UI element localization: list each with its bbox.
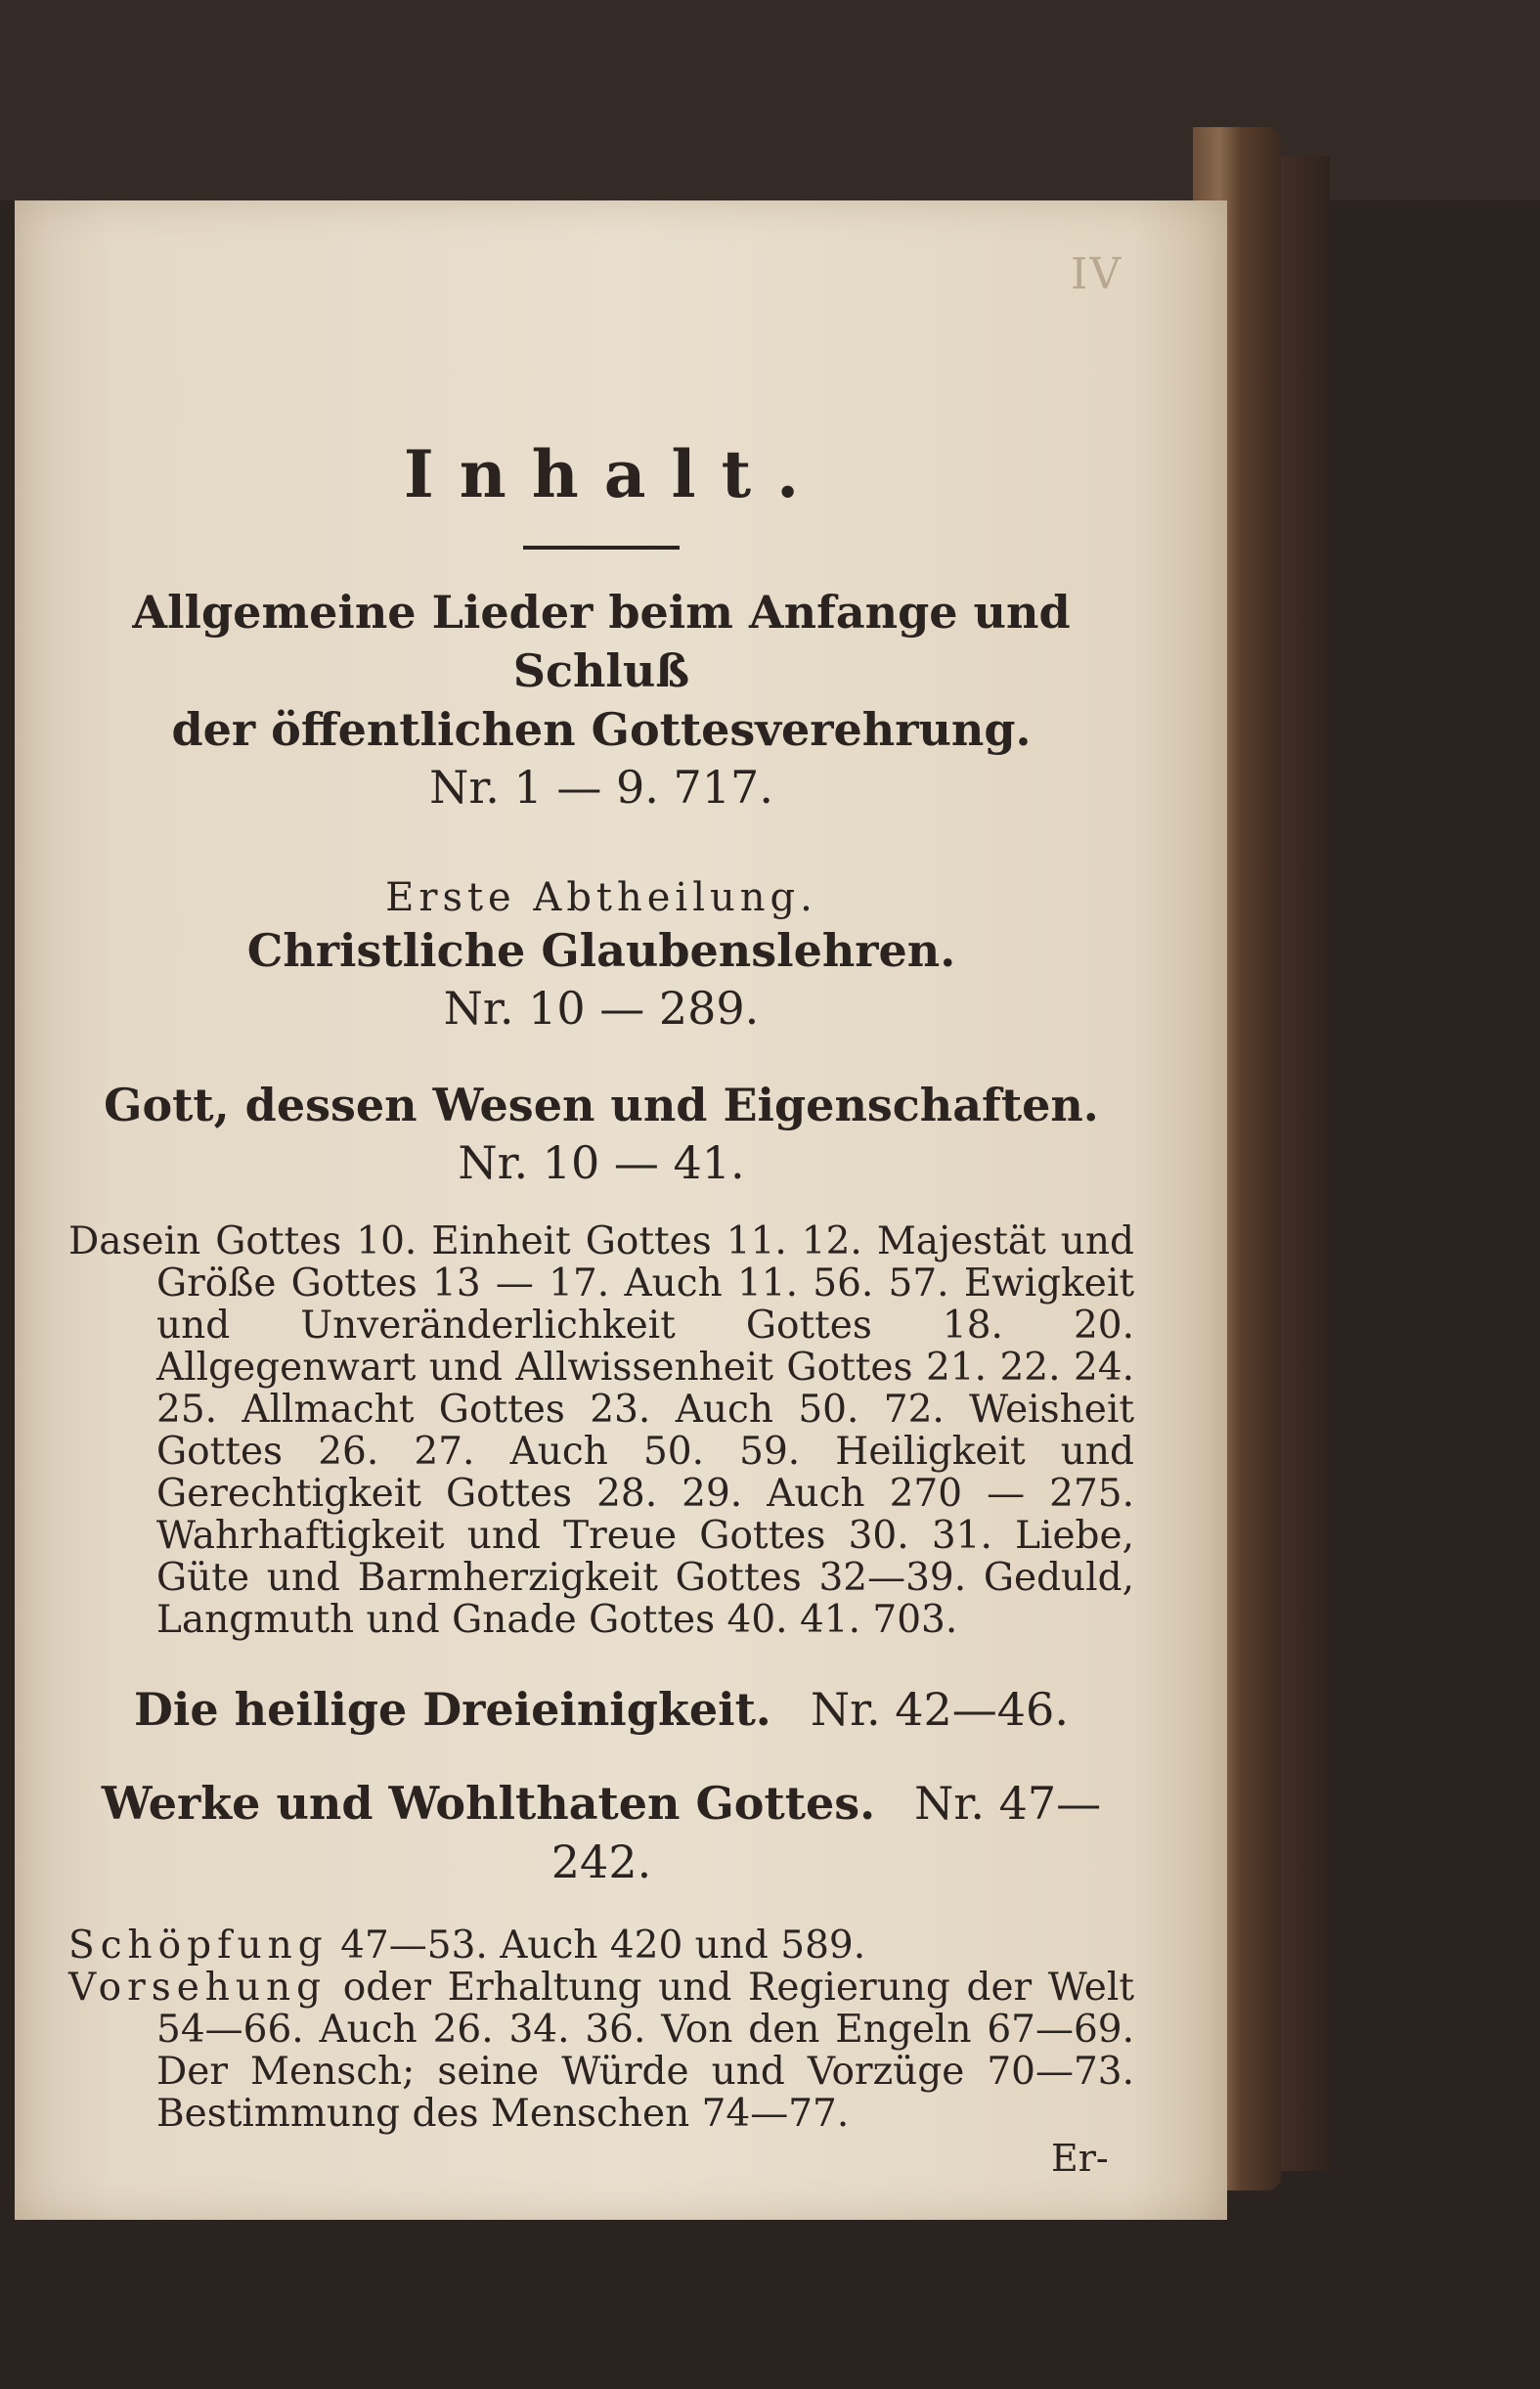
providence-entry bbox=[68, 1967, 1134, 2135]
general-heading-line2: der öffentlichen Gottesverehrung. bbox=[171, 703, 1032, 756]
creation-entry-lead: Schöpfung bbox=[68, 1924, 329, 1968]
page-number: IV bbox=[1071, 249, 1123, 299]
god-index-entry bbox=[68, 1220, 1134, 1641]
god-entry-lead: Dasein Gottes bbox=[68, 1219, 342, 1263]
general-heading-line1: Allgemeine Lieder beim Anfange und Schluß bbox=[132, 586, 1071, 697]
general-numbers: Nr. 1 — 9. 717. bbox=[429, 761, 773, 814]
works-heading: Werke und Wohlthaten Gottes. bbox=[101, 1777, 876, 1830]
works-heading-row bbox=[68, 1774, 1134, 1891]
page-content bbox=[68, 430, 1134, 2135]
division-numbers: Nr. 10 — 289. bbox=[443, 982, 760, 1035]
trinity-heading-row bbox=[68, 1680, 1134, 1739]
god-heading: Gott, dessen Wesen und Eigenschaften. bbox=[104, 1079, 1099, 1131]
providence-entry-lead: Vorsehung bbox=[68, 1966, 328, 2010]
works-numbers: Nr. 47—242. bbox=[550, 1777, 1102, 1888]
trinity-heading: Die heilige Dreieinigkeit. bbox=[134, 1683, 771, 1736]
providence-entry-text: oder Erhaltung und Regierung der Welt 54—66. Auch 26. 34. 36. Von den Engeln 67—69. Der Mensch; seine Würde und Vorzüge 70—73. Bestimmung des Menschen 74—77. bbox=[156, 1966, 1134, 2136]
division-label: Erste Abtheilung. bbox=[385, 875, 817, 920]
god-numbers: Nr. 10 — 41. bbox=[458, 1136, 745, 1189]
trinity-numbers: Nr. 42—46. bbox=[810, 1683, 1069, 1736]
catchword: Er- bbox=[1051, 2137, 1109, 2180]
creation-entry-text: 47—53. Auch 420 und 589. bbox=[328, 1924, 866, 1968]
division-heading: Christliche Glaubenslehren. bbox=[246, 924, 956, 977]
god-entry-text: 10. Einheit Gottes 11. 12. Majestät und Größe Gottes 13 — 17. Auch 11. 56. 57. Ewigkeit und Unveränderlichkeit Gottes 18. 20. Allgegenwart und Allwissenheit Gottes 21. 22. 24. 25. Allmacht Gottes 23. Auch 50. 72. Weisheit Gottes 26. 27. Auch 50. 59. Heiligkeit und Gerechtigkeit Gottes 28. 29. Auch 270 — 275. Wahrhaftigkeit und Treue Gottes 30. 31. Liebe, Güte und Barmherzigkeit Gottes 32—39. Geduld, Langmuth und Gnade Gottes 40. 41. 703. bbox=[156, 1219, 1134, 1642]
creation-entry bbox=[68, 1924, 1134, 1967]
title-rule bbox=[523, 546, 680, 550]
page-title: Inhalt. bbox=[403, 436, 825, 512]
